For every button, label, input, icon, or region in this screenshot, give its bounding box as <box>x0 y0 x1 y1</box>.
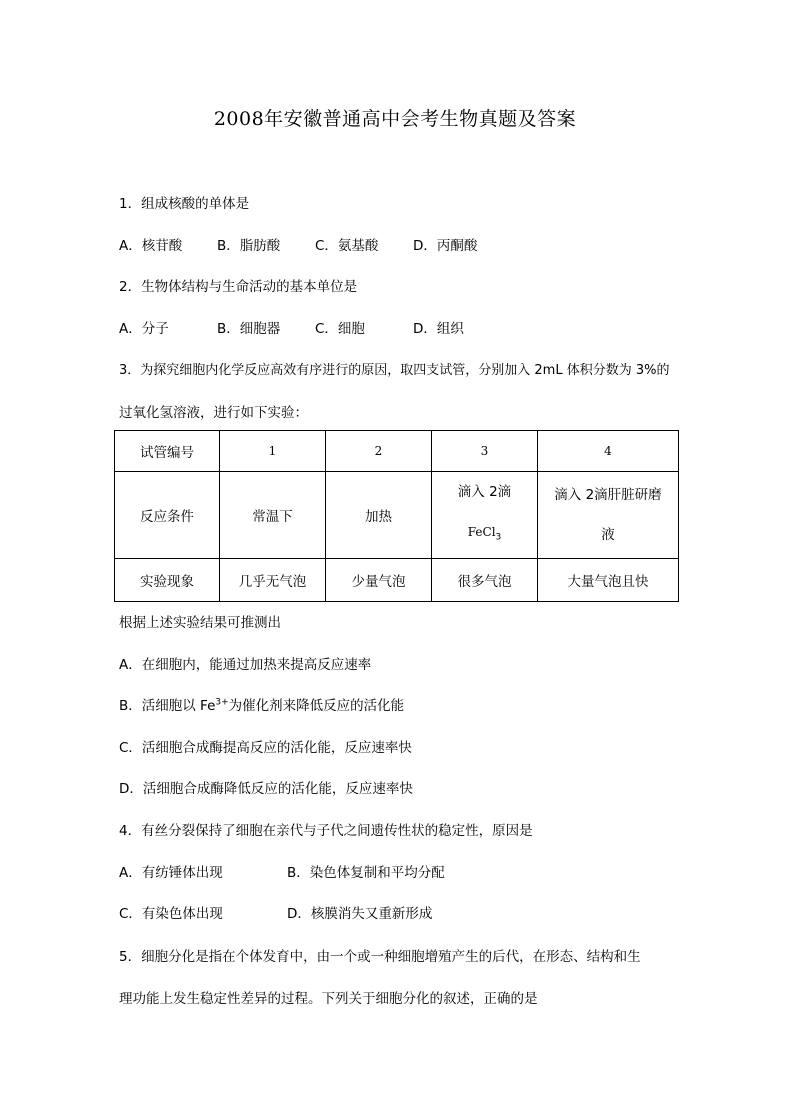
table-cell: 几乎无气泡 <box>220 558 326 601</box>
table-cell <box>538 472 679 559</box>
chemical-formula: FeCl <box>467 525 496 539</box>
q2-option-c: C．细胞 <box>315 321 365 337</box>
question-4-stem: 4．有丝分裂保持了细胞在亲代与子代之间遗传性状的稳定性，原因是 <box>119 823 533 839</box>
table-cell: 1 <box>220 431 326 472</box>
question-5-stem-line-2: 理功能上发生稳定性差异的过程。下列关于细胞分化的叙述，正确的是 <box>119 991 538 1007</box>
q3-option-b <box>119 694 404 714</box>
question-1-stem: 1．组成核酸的单体是 <box>119 196 250 212</box>
table-row-header <box>115 431 679 472</box>
q3-option-b-start: B．活细胞以 Fe <box>119 698 216 714</box>
q3-option-b-end: 为催化剂来降低反应的活化能 <box>228 698 405 714</box>
question-3-after-text: 根据上述实验结果可推测出 <box>119 615 281 631</box>
q2-option-b: B．细胞器 <box>217 321 281 337</box>
table-cell: 少量气泡 <box>326 558 432 601</box>
q4-option-a: A．有纺锤体出现 <box>119 865 223 881</box>
question-4-options-row-1 <box>119 861 445 881</box>
cell-line <box>432 512 537 558</box>
q4-option-c: C．有染色体出现 <box>119 906 223 922</box>
cell-line: 滴入 2滴肝脏研磨 <box>554 486 662 503</box>
table-cell <box>432 472 538 559</box>
table-cell: 加热 <box>326 472 432 559</box>
superscript: 3+ <box>215 697 229 708</box>
table-cell: 4 <box>538 431 679 472</box>
table-row-conditions <box>115 472 679 559</box>
table-cell: 常温下 <box>220 472 326 559</box>
cell-line: 滴入 2滴 <box>457 484 512 500</box>
subscript: 3 <box>495 532 502 543</box>
cell-line: 液 <box>601 526 615 543</box>
question-2-stem: 2．生物体结构与生命活动的基本单位是 <box>119 279 358 295</box>
table-cell: 2 <box>326 431 432 472</box>
q3-option-d: D．活细胞合成酶降低反应的活化能，反应速率快 <box>119 781 413 797</box>
q2-option-d: D．组织 <box>413 321 464 337</box>
q1-option-a: A．核苷酸 <box>119 238 183 254</box>
table-cell: 反应条件 <box>115 472 220 559</box>
q3-option-c: C．活细胞合成酶提高反应的活化能，反应速率快 <box>119 740 412 756</box>
question-5-stem-line-1: 5．细胞分化是指在个体发育中，由一个或一种细胞增殖产生的后代，在形态、结构和生 <box>119 949 641 965</box>
q4-option-b: B．染色体复制和平均分配 <box>287 865 445 881</box>
question-3-stem-line-1: 3．为探究细胞内化学反应高效有序进行的原因，取四支试管，分别加入 2mL 体积分数为 3%的 <box>119 363 670 378</box>
question-3-stem-line-2: 过氧化氢溶液，进行如下实验： <box>119 405 308 421</box>
table-cell: 3 <box>432 431 538 472</box>
q3-option-a: A．在细胞内，能通过加热来提高反应速率 <box>119 657 372 673</box>
table-row-results <box>115 558 679 601</box>
page-title: 2008年安徽普通高中会考生物真题及答案 <box>213 108 577 130</box>
q1-option-d: D．丙酮酸 <box>413 238 478 254</box>
q2-option-a: A．分子 <box>119 321 169 337</box>
question-2-options <box>119 317 464 337</box>
question-1-options <box>119 234 477 254</box>
table-cell: 试管编号 <box>115 431 220 472</box>
table-cell: 大量气泡且快 <box>538 558 679 601</box>
table-cell: 实验现象 <box>115 558 220 601</box>
table-cell: 很多气泡 <box>432 558 538 601</box>
q1-option-c: C．氨基酸 <box>315 238 379 254</box>
question-4-options-row-2 <box>119 902 432 922</box>
q1-option-b: B．脂肪酸 <box>217 238 281 254</box>
q4-option-d: D．核膜消失又重新形成 <box>287 906 433 922</box>
experiment-table <box>114 430 679 602</box>
